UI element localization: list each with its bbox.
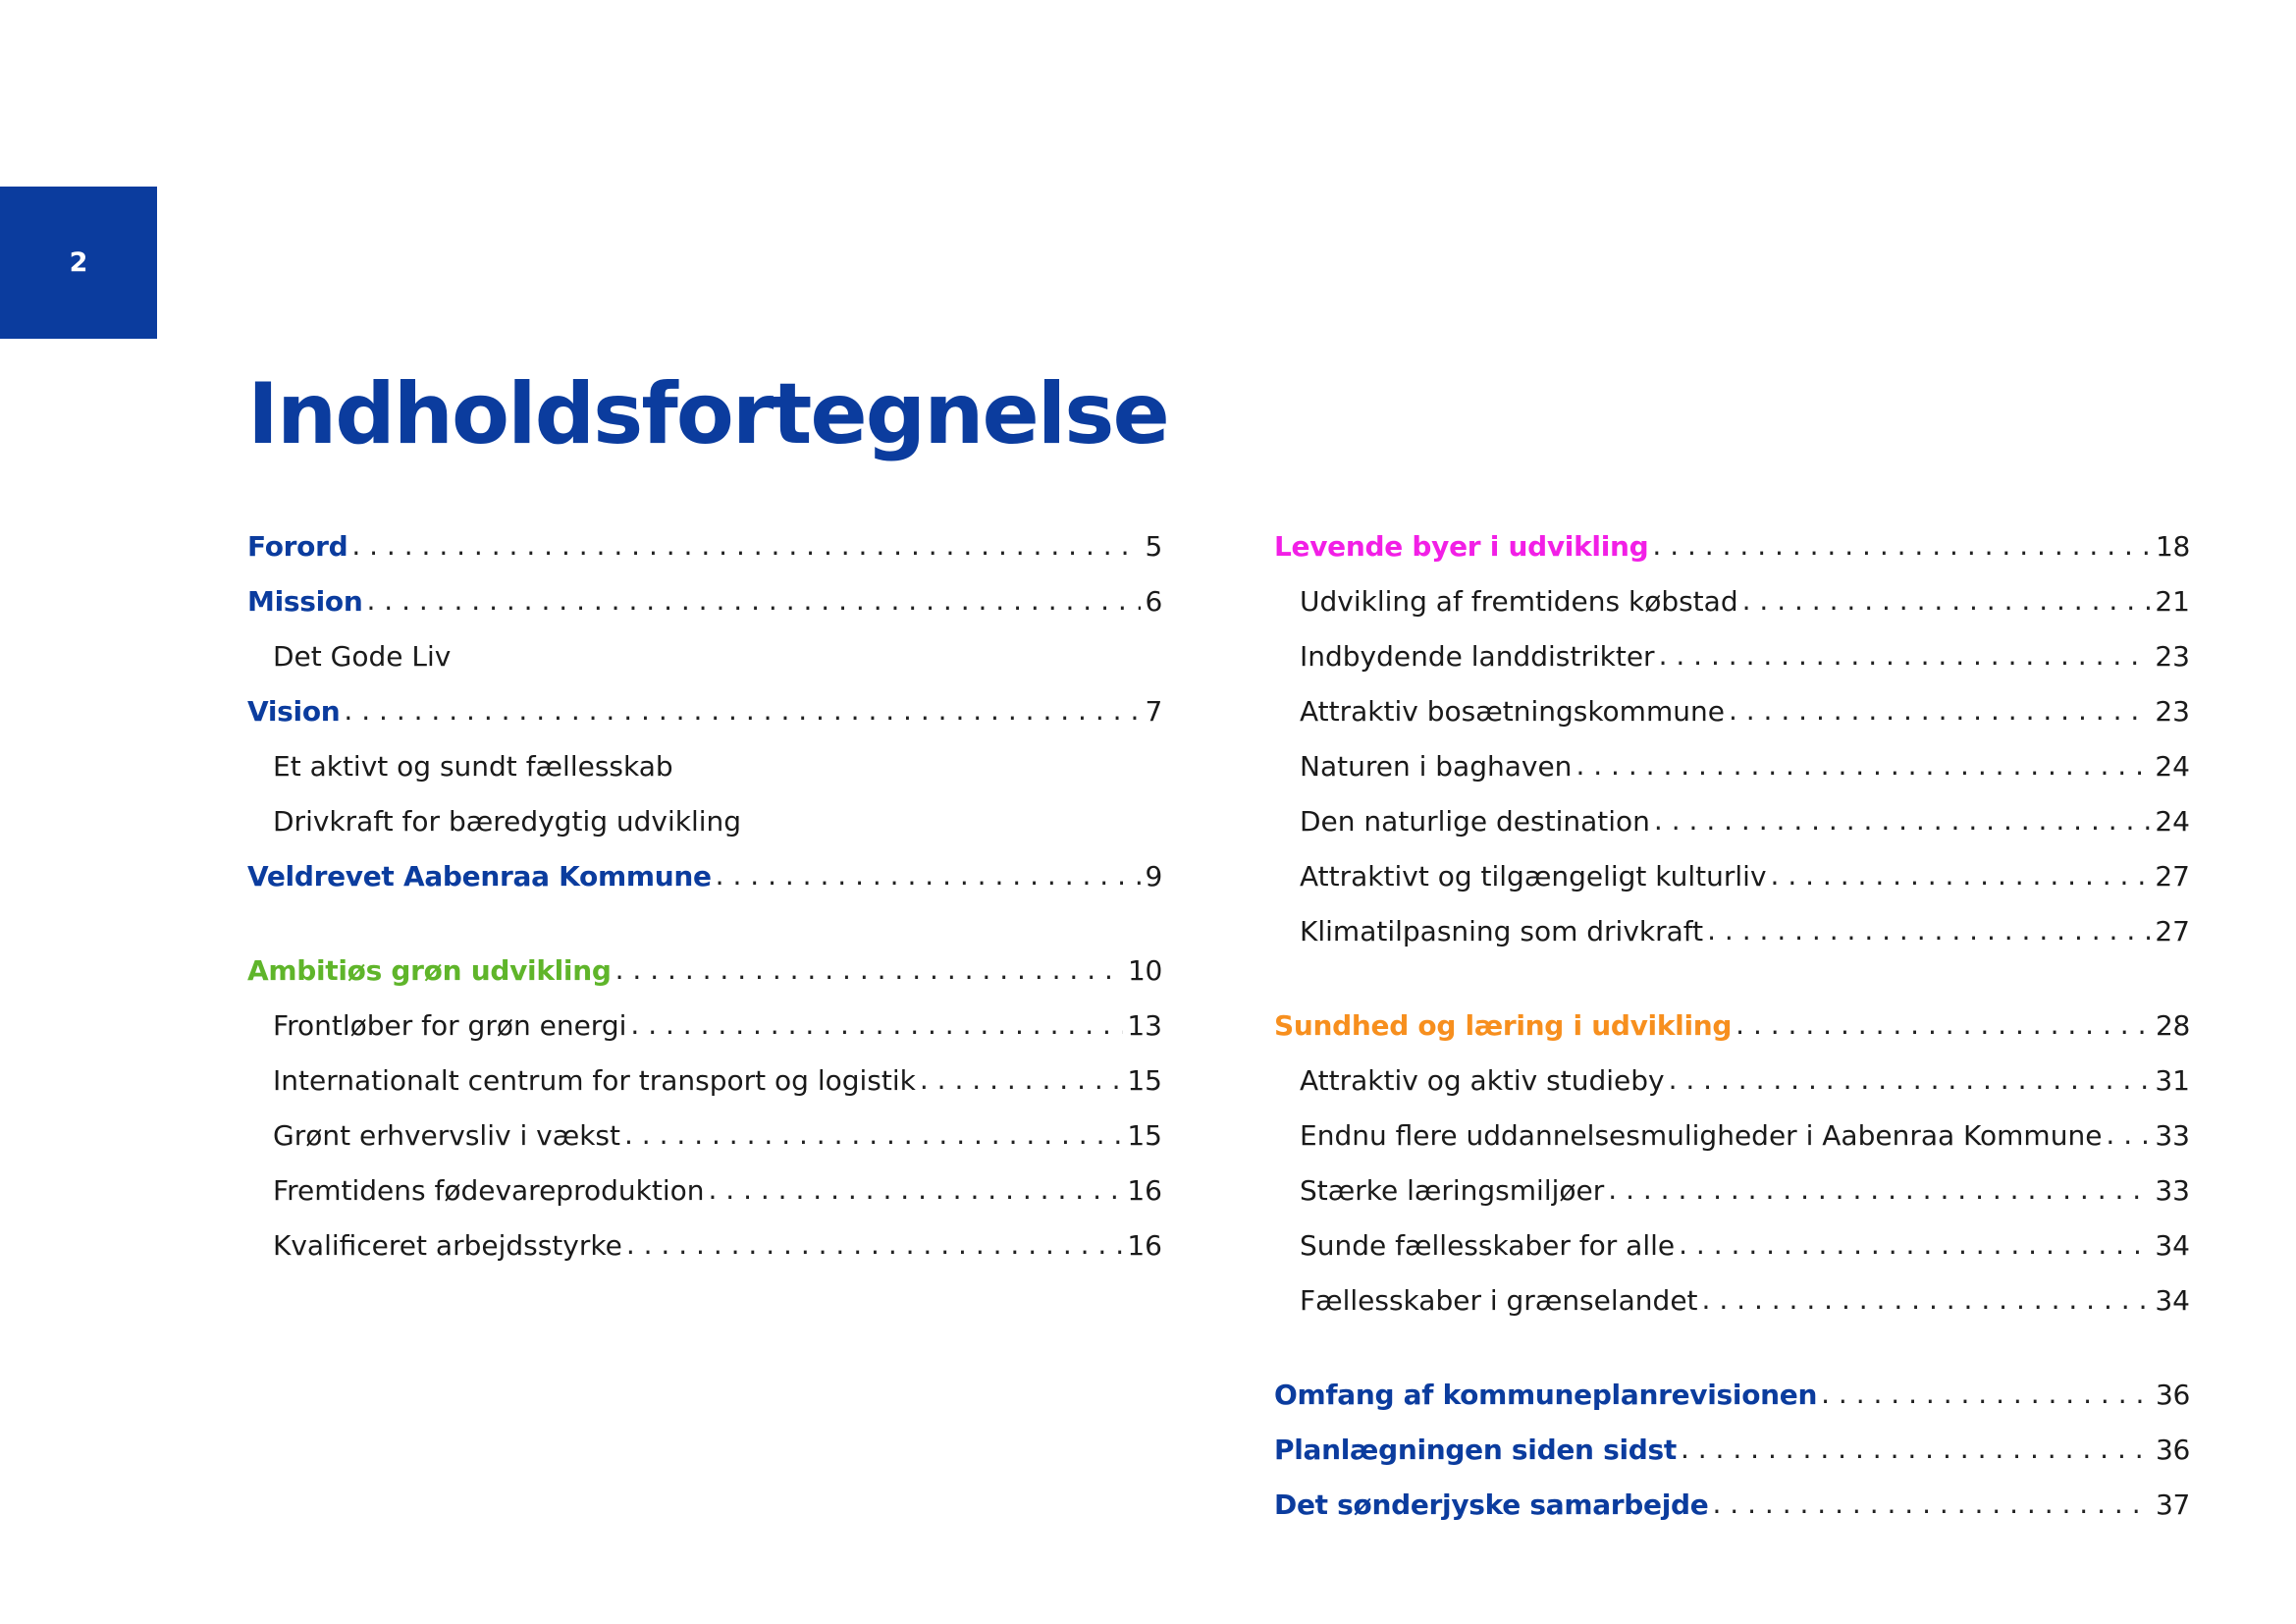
toc-dot-leader xyxy=(615,953,1124,987)
toc-subsection-entry[interactable] xyxy=(247,793,1162,848)
toc-subsection-entry[interactable] xyxy=(1274,573,2190,628)
toc-subsection-entry[interactable] xyxy=(247,1053,1162,1108)
toc-entry-label: Sunde fællesskaber for alle xyxy=(1300,1228,1676,1262)
toc-entry-label: Et aktivt og sundt fællesskab xyxy=(273,749,673,783)
toc-subsection-entry[interactable] xyxy=(247,628,1162,683)
toc-entry-label: Frontløber for grøn energi xyxy=(273,1008,627,1042)
toc-page-number: 18 xyxy=(2155,529,2190,563)
toc-page-number: 23 xyxy=(2155,639,2190,673)
toc-page-number: 21 xyxy=(2155,584,2190,618)
toc-section-entry[interactable] xyxy=(247,848,1162,903)
toc-entry-label: Klimatilpasning som drivkraft xyxy=(1300,914,1704,947)
toc-dot-leader xyxy=(1771,859,2152,893)
toc-entry-label: Endnu flere uddannelsesmuligheder i Aabenraa Kommune xyxy=(1300,1118,2103,1152)
toc-section-entry[interactable] xyxy=(1274,1477,2190,1532)
toc-entry-label: Fællesskaber i grænselandet xyxy=(1300,1283,1698,1317)
toc-entry-label: Drivkraft for bæredygtig udvikling xyxy=(273,804,742,838)
toc-subsection-entry[interactable] xyxy=(247,1108,1162,1163)
toc-page-number: 16 xyxy=(1127,1228,1162,1262)
toc-entry-label: Kvalificeret arbejdsstyrke xyxy=(273,1228,622,1262)
toc-dot-leader xyxy=(1702,1283,2152,1317)
toc-page-number: 9 xyxy=(1145,859,1162,893)
toc-subsection-entry[interactable] xyxy=(1274,903,2190,958)
toc-page-number: 15 xyxy=(1127,1118,1162,1152)
toc-page-number: 36 xyxy=(2155,1433,2190,1466)
toc-entry-label: Det Gode Liv xyxy=(273,639,452,673)
toc-page-number: 24 xyxy=(2155,749,2190,783)
toc-dot-leader xyxy=(1707,914,2151,947)
page-number-tab xyxy=(0,187,157,339)
toc-subsection-entry[interactable] xyxy=(1274,683,2190,738)
toc-page-number: 23 xyxy=(2155,694,2190,728)
toc-dot-leader xyxy=(1669,1063,2152,1097)
toc-page-number: 27 xyxy=(2155,914,2190,947)
toc-section-entry[interactable] xyxy=(1274,1422,2190,1477)
toc-entry-label: Omfang af kommuneplanrevisionen xyxy=(1274,1378,1818,1411)
toc-page-number: 16 xyxy=(1127,1173,1162,1207)
toc-section-entry[interactable] xyxy=(247,518,1162,573)
toc-page-number: 27 xyxy=(2155,859,2190,893)
toc-dot-leader xyxy=(1652,529,2152,563)
toc-entry-label: Udvikling af fremtidens købstad xyxy=(1300,584,1738,618)
toc-dot-leader xyxy=(351,529,1141,563)
toc-subsection-entry[interactable] xyxy=(1274,738,2190,793)
toc-subsection-entry[interactable] xyxy=(1274,1108,2190,1163)
toc-entry-label: Mission xyxy=(247,584,363,618)
toc-subsection-entry[interactable] xyxy=(247,1218,1162,1272)
toc-entry-label: Indbydende landdistrikter xyxy=(1300,639,1655,673)
toc-page-number: 24 xyxy=(2155,804,2190,838)
toc-entry-label: Attraktiv bosætningskommune xyxy=(1300,694,1725,728)
toc-dot-leader xyxy=(1679,1228,2151,1262)
toc-dot-leader xyxy=(1681,1433,2152,1466)
toc-dot-leader xyxy=(716,859,1142,893)
toc-entry-label: Attraktivt og tilgængeligt kulturliv xyxy=(1300,859,1767,893)
toc-entry-label: Den naturlige destination xyxy=(1300,804,1650,838)
toc-left-column xyxy=(247,518,1162,1272)
toc-subsection-entry[interactable] xyxy=(1274,848,2190,903)
toc-dot-leader xyxy=(1659,639,2152,673)
toc-page-number: 28 xyxy=(2155,1008,2190,1042)
toc-page-number: 13 xyxy=(1127,1008,1162,1042)
toc-subsection-entry[interactable] xyxy=(1274,1218,2190,1272)
toc-dot-leader xyxy=(1575,749,2151,783)
toc-subsection-entry[interactable] xyxy=(1274,1053,2190,1108)
toc-page-number: 37 xyxy=(2155,1488,2190,1521)
toc-dot-leader xyxy=(1729,694,2151,728)
toc-dot-leader xyxy=(624,1118,1123,1152)
toc-dot-leader xyxy=(1735,1008,2152,1042)
toc-dot-leader xyxy=(1821,1378,2152,1411)
page-title: Indholdsfortegnelse xyxy=(247,365,1168,463)
toc-page-number: 34 xyxy=(2155,1228,2190,1262)
toc-entry-label: Veldrevet Aabenraa Kommune xyxy=(247,859,712,893)
toc-page-number: 36 xyxy=(2155,1378,2190,1411)
toc-page-number: 15 xyxy=(1127,1063,1162,1097)
toc-dot-leader xyxy=(920,1063,1123,1097)
toc-page-number: 5 xyxy=(1145,529,1162,563)
toc-dot-leader xyxy=(1654,804,2151,838)
toc-subsection-entry[interactable] xyxy=(247,738,1162,793)
toc-subsection-entry[interactable] xyxy=(1274,793,2190,848)
page-number: 2 xyxy=(69,247,88,278)
toc-page-number: 34 xyxy=(2155,1283,2190,1317)
toc-section-entry[interactable] xyxy=(247,573,1162,628)
toc-entry-label: Forord xyxy=(247,529,348,563)
toc-subsection-entry[interactable] xyxy=(247,1163,1162,1218)
toc-section-entry[interactable] xyxy=(247,683,1162,738)
toc-entry-label: Levende byer i udvikling xyxy=(1274,529,1649,563)
toc-entry-label: Det sønderjyske samarbejde xyxy=(1274,1488,1709,1521)
toc-subsection-entry[interactable] xyxy=(1274,1163,2190,1218)
toc-dot-leader xyxy=(366,584,1141,618)
toc-page-number: 33 xyxy=(2155,1118,2190,1152)
toc-entry-label: Grønt erhvervsliv i vækst xyxy=(273,1118,620,1152)
toc-dot-leader xyxy=(626,1228,1124,1262)
toc-entry-label: Fremtidens fødevareproduktion xyxy=(273,1173,705,1207)
toc-dot-leader xyxy=(1712,1488,2151,1521)
toc-page-number: 10 xyxy=(1127,953,1162,987)
toc-dot-leader xyxy=(708,1173,1123,1207)
toc-dot-leader xyxy=(2106,1118,2151,1152)
toc-dot-leader xyxy=(630,1008,1123,1042)
toc-subsection-entry[interactable] xyxy=(1274,628,2190,683)
toc-dot-leader xyxy=(1608,1173,2151,1207)
toc-section-entry[interactable] xyxy=(1274,998,2190,1053)
toc-entry-label: Ambitiøs grøn udvikling xyxy=(247,953,612,987)
toc-page-number: 6 xyxy=(1145,584,1162,618)
toc-right-column xyxy=(1274,518,2190,1532)
toc-entry-label: Stærke læringsmiljøer xyxy=(1300,1173,1605,1207)
toc-section-entry[interactable] xyxy=(247,943,1162,998)
toc-entry-label: Sundhed og læring i udvikling xyxy=(1274,1008,1733,1042)
toc-page-number: 7 xyxy=(1145,694,1162,728)
toc-section-entry[interactable] xyxy=(1274,518,2190,573)
toc-subsection-entry[interactable] xyxy=(1274,1272,2190,1327)
toc-page-number: 31 xyxy=(2155,1063,2190,1097)
toc-entry-label: Vision xyxy=(247,694,341,728)
toc-section-entry[interactable] xyxy=(1274,1367,2190,1422)
toc-page-number: 33 xyxy=(2155,1173,2190,1207)
toc-dot-leader xyxy=(1742,584,2152,618)
toc-subsection-entry[interactable] xyxy=(247,998,1162,1053)
toc-entry-label: Internationalt centrum for transport og logistik xyxy=(273,1063,916,1097)
toc-entry-label: Planlægningen siden sidst xyxy=(1274,1433,1677,1466)
toc-entry-label: Attraktiv og aktiv studieby xyxy=(1300,1063,1665,1097)
toc-entry-label: Naturen i baghaven xyxy=(1300,749,1573,783)
toc-dot-leader xyxy=(344,694,1141,728)
